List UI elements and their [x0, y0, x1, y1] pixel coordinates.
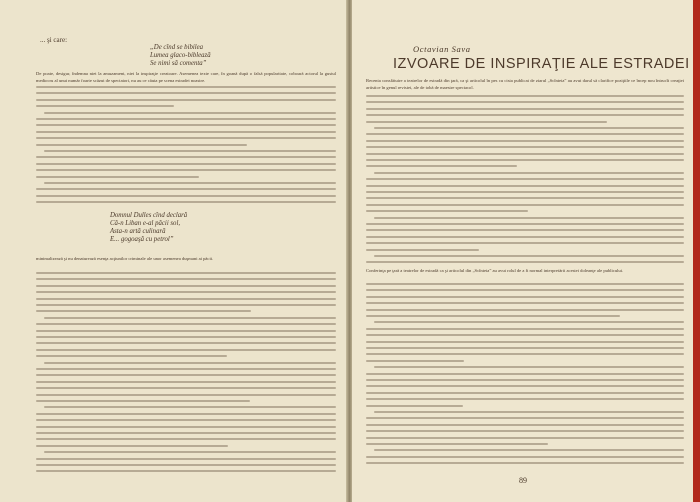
text-line	[36, 188, 336, 190]
text-line	[36, 445, 228, 447]
text-line	[366, 398, 684, 400]
text-line	[36, 86, 336, 88]
epigraph-line: Asta-n artă culinară	[110, 228, 166, 235]
text-line	[366, 140, 684, 142]
text-line	[36, 169, 336, 171]
text-line	[366, 191, 684, 193]
text-line	[366, 133, 684, 135]
text-line	[366, 146, 684, 148]
text-line	[366, 417, 684, 419]
text-line	[366, 296, 684, 298]
text-line	[366, 108, 684, 110]
text-line	[366, 165, 517, 167]
text-line	[374, 449, 684, 451]
article-author: Octavian Sava	[413, 44, 471, 54]
text-line	[44, 362, 336, 364]
text-line	[366, 159, 684, 161]
left-page	[0, 0, 347, 502]
text-line	[36, 387, 336, 389]
text-line	[366, 347, 684, 349]
epigraph-line: „De cînd se bibilea	[150, 44, 204, 51]
text-line	[366, 405, 463, 407]
page-number: 89	[519, 476, 527, 485]
text-line	[366, 334, 684, 336]
text-line	[366, 114, 684, 116]
text-line	[36, 131, 336, 133]
text-line	[366, 210, 528, 212]
text-line	[366, 153, 684, 155]
pretitle: ... şi care:	[40, 36, 68, 44]
text-line	[36, 99, 336, 101]
text-line	[36, 201, 336, 203]
text-line	[366, 309, 684, 311]
paragraph-2-right: Conferinţa pe ţară a teatrelor de estradă ca şi articolul din „Scînteia” au avut rolul de a fi normal interpretării acestei doleanţe ale publicului.	[366, 268, 624, 273]
epigraph-mid	[110, 212, 250, 244]
text-line	[374, 127, 684, 129]
text-line	[374, 366, 684, 368]
paragraph-3: minimalizează şi nu denaturează esenţa acţiunilor criminale ale unor asemenea duşmani ai păcii.	[36, 256, 214, 261]
text-line	[44, 150, 336, 152]
text-line	[374, 217, 684, 219]
text-line	[36, 156, 336, 158]
epigraph-line: Că-n Liban e-al păcii sol,	[110, 220, 181, 227]
text-line	[366, 101, 684, 103]
text-line	[366, 242, 684, 244]
text-line	[36, 330, 336, 332]
epigraph-top	[150, 44, 270, 68]
text-line	[36, 272, 336, 274]
text-line	[36, 374, 336, 376]
text-line	[366, 229, 684, 231]
text-line	[36, 137, 336, 139]
text-line	[36, 458, 336, 460]
text-line	[374, 255, 684, 257]
text-line	[36, 304, 336, 306]
text-line	[36, 342, 336, 344]
text-line	[36, 163, 336, 165]
text-line	[36, 124, 336, 126]
text-line	[36, 355, 227, 357]
epigraph-line: E... gogoaşă cu petrol”	[110, 236, 174, 243]
text-line	[36, 285, 336, 287]
text-line	[36, 310, 251, 312]
text-line	[36, 349, 336, 351]
text-line	[36, 438, 336, 440]
epigraph-line: Domnul Dulles cînd declară	[110, 212, 188, 219]
text-line	[36, 470, 336, 472]
paragraph-1: De poate, desigur, îndemna niet la amuzament, niei la inspiraţie creatoare. Asemenea texte care, în goană după o falsă popularitate, coboară actorul la gustul mediocru al unui număr foarte scăzut de spectatori, nu au ce căuta pe scena estradei noastre.	[36, 71, 336, 83]
text-line	[36, 400, 250, 402]
text-line	[44, 317, 336, 319]
text-line	[366, 185, 684, 187]
text-line	[366, 261, 684, 263]
text-line	[366, 341, 684, 343]
text-line	[36, 368, 336, 370]
text-line	[36, 105, 174, 107]
text-line	[366, 328, 684, 330]
text-line	[44, 182, 336, 184]
text-line	[366, 437, 684, 439]
article-title: IZVOARE DE INSPIRAŢIE ALE ESTRADEI	[393, 56, 690, 72]
text-line	[36, 298, 336, 300]
text-line	[366, 95, 684, 97]
epigraph-line: Lumea glaco-biblează	[150, 52, 211, 59]
text-line	[366, 315, 620, 317]
text-line	[44, 112, 336, 114]
text-line	[36, 432, 336, 434]
text-line	[366, 302, 684, 304]
text-line	[366, 197, 684, 199]
text-line	[366, 373, 684, 375]
text-line	[36, 323, 336, 325]
text-line	[366, 392, 684, 394]
text-line	[44, 451, 336, 453]
text-line	[36, 394, 336, 396]
text-line	[374, 321, 684, 323]
text-line	[36, 278, 336, 280]
text-line	[366, 249, 479, 251]
text-line	[44, 406, 336, 408]
text-line	[366, 430, 684, 432]
text-line	[36, 426, 336, 428]
text-line	[36, 413, 336, 415]
text-line	[36, 291, 336, 293]
right-binding-edge	[693, 0, 700, 502]
epigraph-line: Se nimi să comenta”	[150, 60, 207, 67]
text-line	[36, 336, 336, 338]
text-line	[366, 462, 684, 464]
text-line	[36, 195, 336, 197]
text-line	[36, 464, 336, 466]
text-line	[366, 223, 684, 225]
text-line	[36, 176, 199, 178]
text-line	[366, 456, 684, 458]
text-line	[36, 381, 336, 383]
text-line	[366, 178, 684, 180]
text-line	[366, 289, 684, 291]
text-line	[366, 424, 684, 426]
text-line	[366, 379, 684, 381]
text-line	[366, 121, 607, 123]
text-line	[366, 353, 684, 355]
text-line	[374, 411, 684, 413]
text-line	[36, 118, 336, 120]
right-page	[352, 0, 700, 502]
text-line	[374, 172, 684, 174]
text-line	[366, 360, 464, 362]
text-line	[36, 144, 247, 146]
text-line	[366, 443, 548, 445]
text-line	[366, 236, 684, 238]
text-line	[366, 283, 684, 285]
text-line	[36, 92, 336, 94]
paragraph-1-right: Recenta consfătuire a teatrelor de estradă din ţară, ca şi articolul în pes cu cista publicat de ziarul „Scînteia” au avut darul să clarifice poziţiile ce încep nou întrucît creaţiei artistice în genul revistei, ale de tobă de maestre spectacol.	[366, 78, 684, 90]
text-line	[366, 204, 684, 206]
text-line	[36, 419, 336, 421]
text-line	[366, 385, 684, 387]
